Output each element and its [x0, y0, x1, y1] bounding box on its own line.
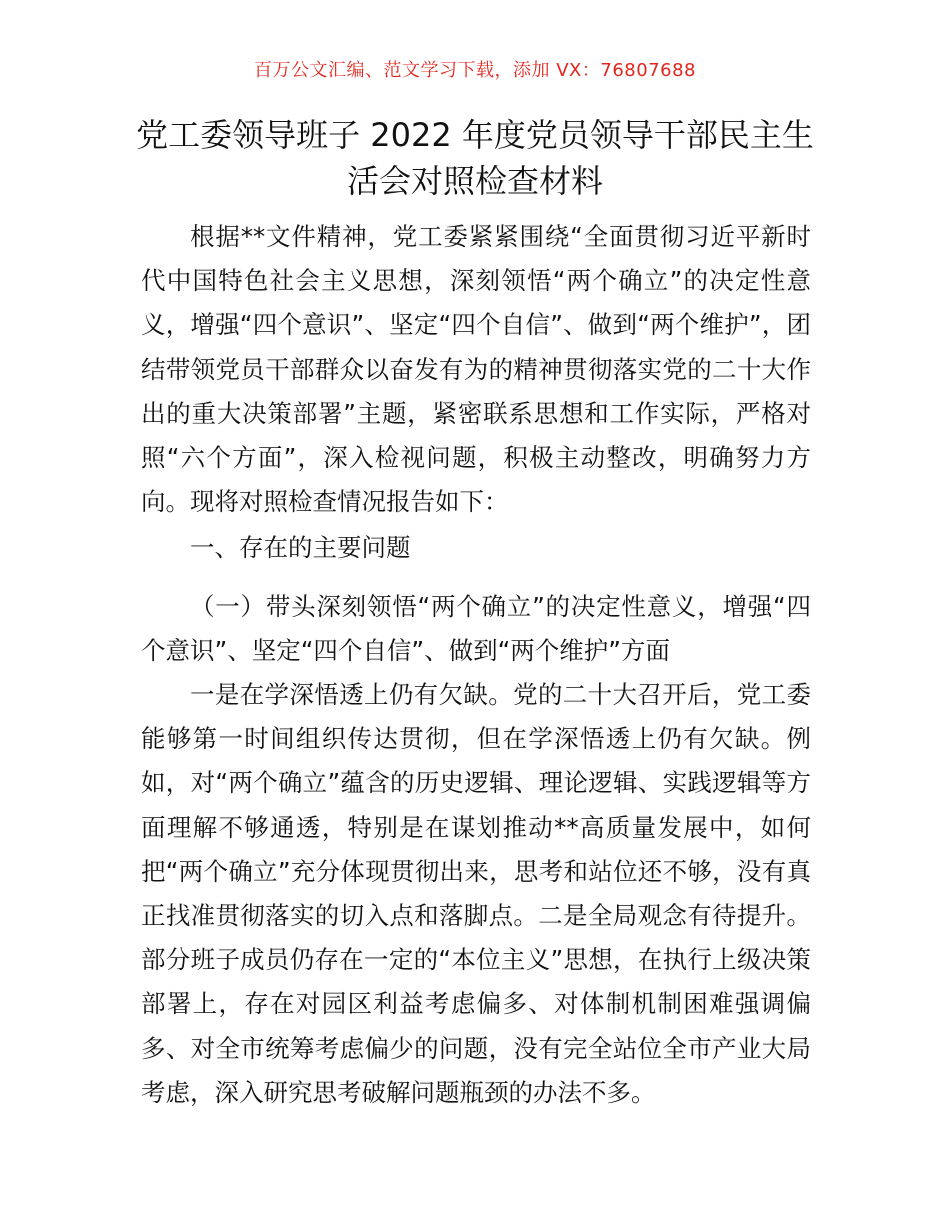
title-line-2: 活会对照检查材料 — [346, 162, 603, 200]
body-paragraph: 一是在学深悟透上仍有欠缺。党的二十大召开后，党工委能够第一时间组织传达贯彻，但在学深悟透上仍有欠缺。例如，对“两个确立”蕴含的历史逻辑、理论逻辑、实践逻辑等方面理解不够通透，特别是在谋划推动**高质量发展中，如何把“两个确立”充分体现贯彻出来，思考和站位还不够，没有真正找准贯彻落实的切入点和落脚点。二是全局观念有待提升。部分班子成员仍存在一定的“本位主义”思想，在执行上级决策部署上，存在对园区利益考虑偏多、对体制机制困难强调偏多、对全市统筹考虑偏少的问题，没有完全站位全市产业大局考虑，深入研究思考破解问题瓶颈的办法不多。 — [141, 680, 811, 1107]
intro-paragraph: 根据**文件精神，党工委紧紧围绕“全面贯彻习近平新时代中国特色社会主义思想，深刻领悟“两个确立”的决定性意义，增强“四个意识”、坚定“四个自信”、做到“两个维护”，团结带领党员干部群众以奋发有为的精神贯彻落实党的二十大作出的重大决策部署”主题，紧密联系思想和工作实际，严格对照“六个方面”，深入检视问题，积极主动整改，明确努力方向。现将对照检查情况报告如下： — [141, 222, 811, 517]
document-title — [120, 112, 830, 204]
subsection-heading: （一）带头深刻领悟“两个确立”的决定性意义，增强“四个意识”、坚定“四个自信”、做到“两个维护”方面 — [141, 592, 811, 666]
header-watermark-note: 百万公文汇编、范文学习下载，添加 VX：76807688 — [254, 60, 696, 81]
title-line-1: 党工委领导班子 2022 年度党员领导干部民主生 — [136, 116, 814, 154]
section-heading: 一、存在的主要问题 — [190, 533, 411, 562]
